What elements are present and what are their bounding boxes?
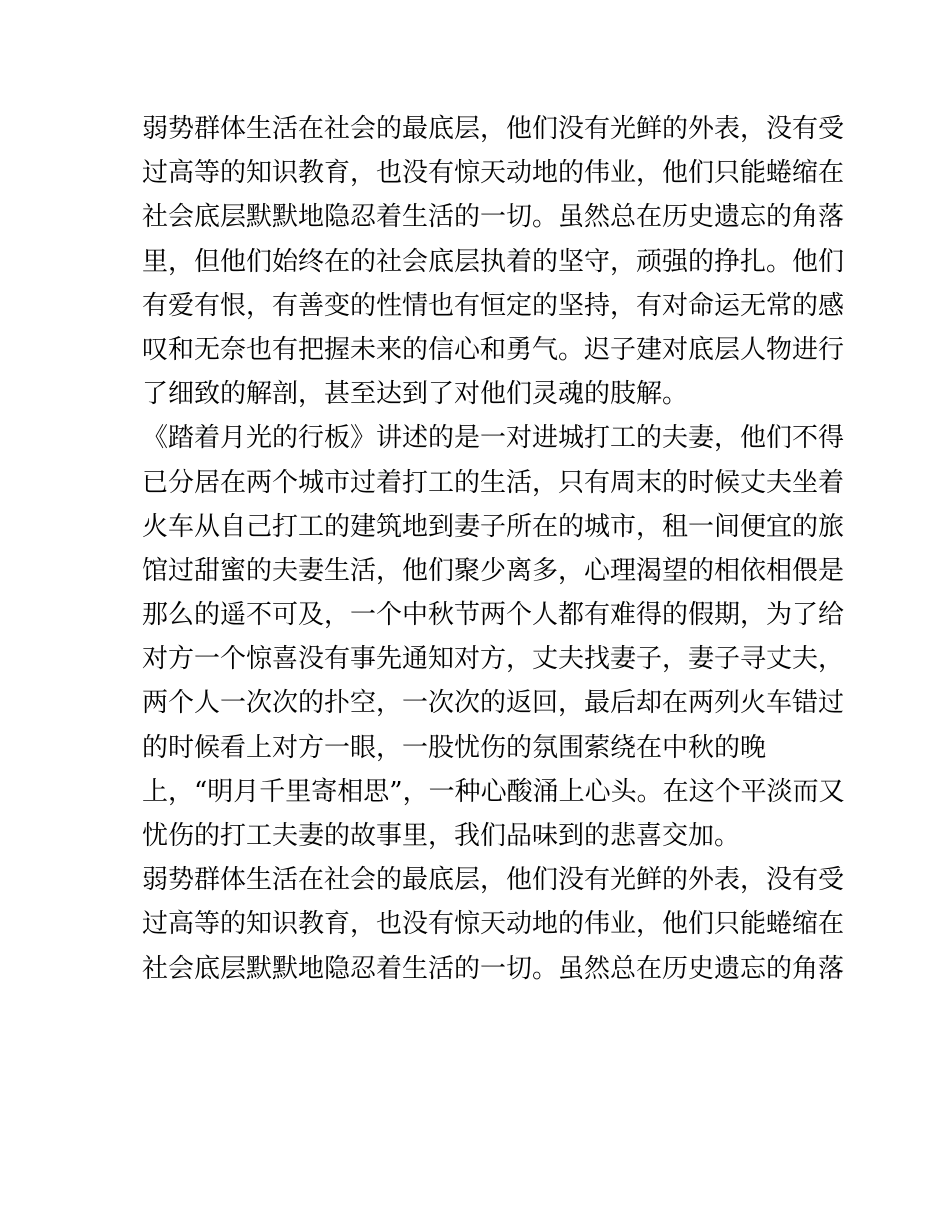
text-line: 有爱有恨，有善变的性情也有恒定的坚持，有对命运无常的感 xyxy=(142,290,845,321)
body-text xyxy=(142,107,845,991)
text-line: 忧伤的打工夫妻的故事里，我们品味到的悲喜交加。 xyxy=(142,821,741,851)
text-line: 《踏着月光的行板》讲述的是一对进城打工的夫妻，他们不得 xyxy=(142,423,845,454)
text-line: 了细致的解剖，甚至达到了对他们灵魂的肢解。 xyxy=(142,379,689,410)
text-line: 两个人一次次的扑空，一次次的返回，最后却在两列火车错过 xyxy=(142,688,845,719)
text-line: 的时候看上对方一眼，一股忧伤的氛围萦绕在中秋的晚 xyxy=(142,732,767,763)
text-line: 弱势群体生活在社会的最底层，他们没有光鲜的外表，没有受 xyxy=(142,865,845,896)
text-line: 社会底层默默地隐忍着生活的一切。虽然总在历史遗忘的角落 xyxy=(142,202,845,233)
text-line: 过高等的知识教育，也没有惊天动地的伟业，他们只能蜷缩在 xyxy=(142,158,845,189)
text-line: 叹和无奈也有把握未来的信心和勇气。迟子建对底层人物进行 xyxy=(142,334,845,365)
text-line: 上，“明月千里寄相思”，一种心酸涌上心头。在这个平淡而又 xyxy=(142,776,845,807)
text-line: 社会底层默默地隐忍着生活的一切。虽然总在历史遗忘的角落 xyxy=(142,953,845,984)
text-line: 里，但他们始终在的社会底层执着的坚守，顽强的挣扎。他们 xyxy=(142,246,845,277)
text-line: 火车从自己打工的建筑地到妻子所在的城市，租一间便宜的旅 xyxy=(142,511,845,542)
text-line: 对方一个惊喜没有事先通知对方，丈夫找妻子，妻子寻丈夫， xyxy=(142,644,845,675)
text-line: 过高等的知识教育，也没有惊天动地的伟业，他们只能蜷缩在 xyxy=(142,909,845,940)
text-line: 已分居在两个城市过着打工的生活，只有周末的时候丈夫坐着 xyxy=(142,467,845,498)
text-line: 那么的遥不可及，一个中秋节两个人都有难得的假期，为了给 xyxy=(142,600,845,631)
text-line: 弱势群体生活在社会的最底层，他们没有光鲜的外表，没有受 xyxy=(142,114,845,144)
text-line: 馆过甜蜜的夫妻生活，他们聚少离多，心理渴望的相依相偎是 xyxy=(142,555,845,586)
